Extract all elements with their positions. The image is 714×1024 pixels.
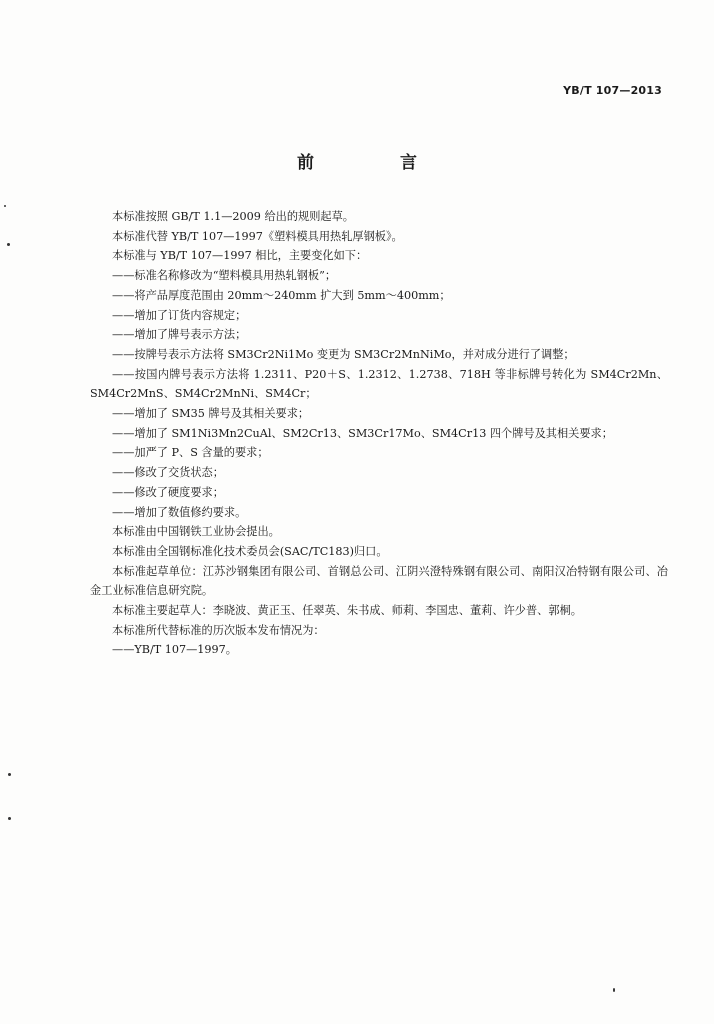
scan-speck <box>4 205 6 207</box>
change-item: ——增加了 SM35 牌号及其相关要求； <box>112 407 310 421</box>
paragraph-drafting-units: 本标准起草单位：江苏沙钢集团有限公司、首钢总公司、江阴兴澄特殊钢有限公司、南阳汉冶特钢有限公司、冶金工业标准信息研究院。 <box>90 564 668 598</box>
paragraph-previous-editions: 本标准所代替标准的历次版本发布情况为： <box>112 623 325 637</box>
change-item: ——标准名称修改为“塑料模具用热轧钢板”； <box>112 269 337 283</box>
paragraph-replaces: 本标准代替 YB/T 107—1997《塑料模具用热轧厚钢板》。 <box>112 229 403 243</box>
scan-speck <box>8 773 11 776</box>
paragraph-drafting-rules: 本标准按照 GB/T 1.1—2009 给出的规则起草。 <box>112 210 354 223</box>
foreword-body <box>90 207 668 660</box>
change-item: ——将产品厚度范围由 20mm～240mm 扩大到 5mm～400mm； <box>112 288 451 302</box>
scan-speck <box>8 817 11 820</box>
paragraph-proposed-by: 本标准由中国钢铁工业协会提出。 <box>112 525 280 539</box>
paragraph-centralized-by: 本标准由全国钢标准化技术委员会(SAC/TC183)归口。 <box>112 544 388 558</box>
scan-speck <box>613 988 615 992</box>
scan-speck <box>7 243 10 246</box>
page-title: 前 言 <box>297 153 457 173</box>
change-item: ——按国内牌号表示方法将 1.2311、P20＋S、1.2312、1.2738、718H 等非标牌号转化为 SM4Cr2Mn、SM4Cr2MnS、SM4Cr2MnNi、SM4Cr； <box>90 367 668 401</box>
standard-code: YB/T 107—2013 <box>563 84 662 97</box>
paragraph-changes-intro: 本标准与 YB/T 107—1997 相比，主要变化如下： <box>112 249 368 263</box>
paragraph-drafters: 本标准主要起草人：李晓波、黄正玉、任翠英、朱书成、师莉、李国忠、董莉、许少普、郭桐。 <box>112 604 582 618</box>
change-item: ——加严了 P、S 含量的要求； <box>112 446 269 460</box>
change-item: ——增加了数值修约要求。 <box>112 505 247 519</box>
change-item: ——按牌号表示方法将 SM3Cr2Ni1Mo 变更为 SM3Cr2MnNiMo，并对成分进行了调整； <box>112 347 575 361</box>
change-item: ——修改了交货状态； <box>112 466 224 480</box>
change-item: ——增加了牌号表示方法； <box>112 328 247 342</box>
change-item: ——增加了 SM1Ni3Mn2CuAl、SM2Cr13、SM3Cr17Mo、SM4Cr13 四个牌号及其相关要求； <box>112 426 613 440</box>
previous-edition-item: ——YB/T 107—1997。 <box>112 643 237 657</box>
change-item: ——修改了硬度要求； <box>112 485 224 499</box>
change-item: ——增加了订货内容规定； <box>112 308 247 322</box>
